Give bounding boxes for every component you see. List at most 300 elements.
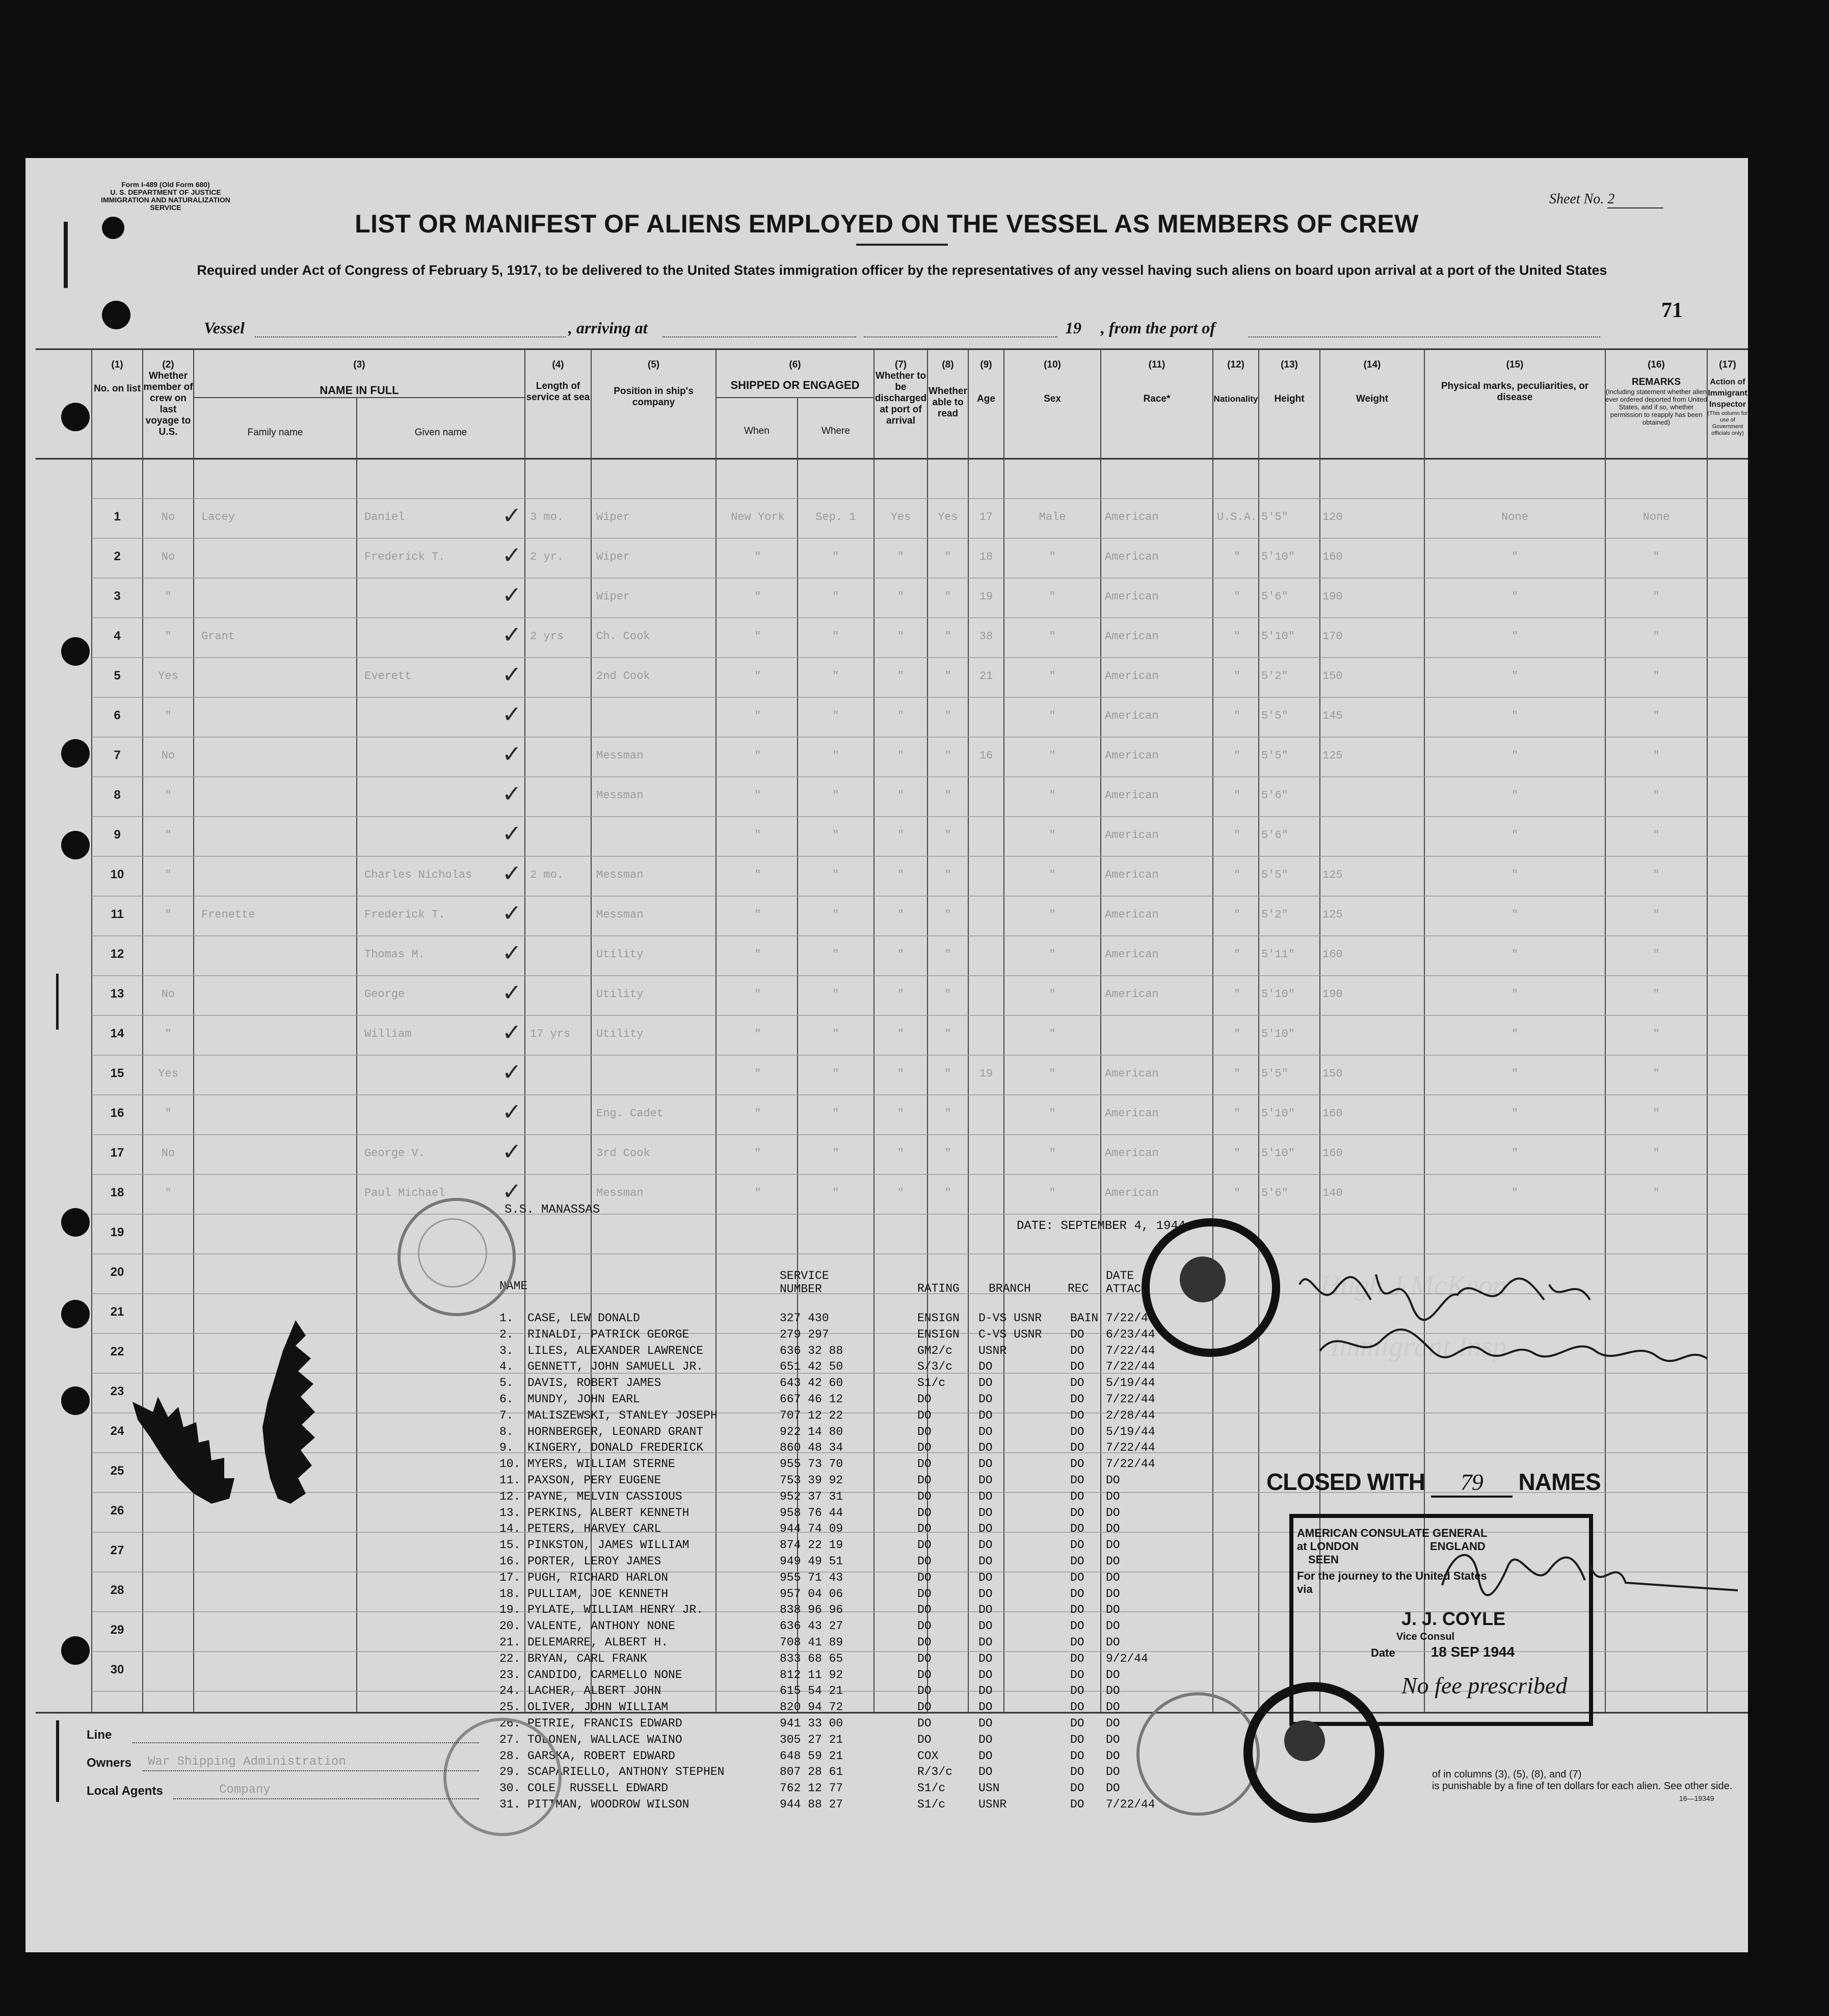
row-where: " bbox=[832, 710, 839, 722]
col-header-2: (2) Whether member of crew on last voyage to U.S. bbox=[143, 359, 193, 437]
crew-rec: DO bbox=[1070, 1506, 1084, 1520]
footer-agents-label: Local Agents bbox=[87, 1784, 163, 1798]
col-header-given: Given name bbox=[414, 427, 467, 438]
row-crew: No bbox=[161, 551, 175, 563]
crew-svc: 651 42 50 bbox=[780, 1360, 843, 1374]
crew-svc: 636 43 27 bbox=[780, 1619, 843, 1633]
row-nat: " bbox=[1233, 789, 1241, 802]
row-given: Frederick T. bbox=[364, 908, 445, 921]
row-number: 26 bbox=[110, 1504, 124, 1517]
seal-stamp bbox=[1136, 1692, 1260, 1816]
row-weight: 120 bbox=[1322, 511, 1343, 523]
col-header-5: (5) Position in ship's company bbox=[614, 359, 694, 408]
checkmark-icon: ✓ bbox=[502, 541, 522, 569]
col-header-1: (1) No. on list bbox=[94, 359, 141, 394]
crew-svc: 305 27 21 bbox=[780, 1733, 843, 1746]
crew-branch: DO bbox=[978, 1587, 993, 1601]
crew-name: CANDIDO, CARMELLO NONE bbox=[527, 1668, 682, 1682]
closed-count: 79 bbox=[1431, 1469, 1513, 1498]
row-marks: " bbox=[1511, 630, 1519, 643]
row-race: American bbox=[1105, 710, 1159, 722]
row-read: " bbox=[944, 1067, 951, 1080]
row-crew: Yes bbox=[158, 670, 178, 683]
row-where: Sep. 1 bbox=[815, 511, 856, 523]
crew-rec: DO bbox=[1070, 1733, 1084, 1746]
crew-branch: DO bbox=[978, 1684, 993, 1698]
row-sex: " bbox=[1049, 948, 1056, 961]
row-number: 29 bbox=[110, 1623, 124, 1637]
row-family: Grant bbox=[201, 630, 235, 643]
row-number: 3 bbox=[114, 589, 121, 603]
checkmark-icon: ✓ bbox=[502, 1058, 522, 1086]
crew-rating: DO bbox=[917, 1408, 932, 1422]
row-height: 5'10" bbox=[1261, 1147, 1295, 1160]
row-given: Thomas M. bbox=[364, 948, 425, 961]
crew-name: KINGERY, DONALD FREDERICK bbox=[527, 1441, 704, 1455]
crew-branch: DO bbox=[978, 1506, 993, 1520]
row-remarks: " bbox=[1653, 869, 1660, 881]
crew-n: 29. bbox=[499, 1765, 521, 1779]
row-nat: U.S.A. bbox=[1216, 511, 1258, 523]
crew-name: MYERS, WILLIAM STERNE bbox=[527, 1457, 675, 1471]
row-number: 18 bbox=[110, 1186, 124, 1199]
row-sex: " bbox=[1049, 1187, 1056, 1199]
row-when: " bbox=[754, 1028, 761, 1040]
form-identifier: Form I-489 (Old Form 680) U. S. DEPARTMENT OF JUSTICE IMMIGRATION AND NATURALIZATION SERVICE bbox=[101, 180, 230, 212]
row-height: 5'6" bbox=[1261, 789, 1288, 802]
col-header-3: (3) NAME IN FULL bbox=[320, 359, 399, 397]
row-race: American bbox=[1105, 630, 1159, 643]
crew-branch: D-VS USNR bbox=[978, 1312, 1042, 1325]
signature-title: Immigrant Insp bbox=[1330, 1331, 1507, 1363]
crew-name: CASE, LEW DONALD bbox=[527, 1312, 640, 1325]
row-marks: " bbox=[1511, 710, 1519, 722]
row-weight: 190 bbox=[1322, 590, 1343, 603]
crew-n: 14. bbox=[499, 1522, 521, 1536]
row-sex: Male bbox=[1039, 511, 1066, 523]
row-when: " bbox=[754, 1067, 761, 1080]
form-subtitle: Required under Act of Congress of February 5, 1917, to be delivered to the United States immigration officer by the representatives of any vessel having such aliens on board upon arrival at a port of the United States bbox=[197, 263, 1607, 278]
crew-date: 5/19/44 bbox=[1106, 1376, 1155, 1390]
row-marks: " bbox=[1511, 1067, 1519, 1080]
checkmark-icon: ✓ bbox=[502, 700, 522, 728]
crew-rating: DO bbox=[917, 1733, 932, 1746]
row-crew: " bbox=[165, 789, 172, 802]
row-marks: " bbox=[1511, 590, 1519, 603]
insert-header-service: SERVICE NUMBER bbox=[780, 1269, 829, 1296]
crew-rating: DO bbox=[917, 1700, 932, 1714]
crew-name: LACHER, ALBERT JOHN bbox=[527, 1684, 661, 1698]
crew-name: COLE, RUSSELL EDWARD bbox=[527, 1782, 669, 1795]
row-read: " bbox=[944, 1028, 951, 1040]
crew-svc: 327 430 bbox=[780, 1312, 829, 1325]
row-where: " bbox=[832, 869, 839, 881]
crew-name: PERKINS, ALBERT KENNETH bbox=[527, 1506, 690, 1520]
row-height: 5'5" bbox=[1261, 1067, 1288, 1080]
row-disch: " bbox=[897, 869, 905, 881]
row-given: Everett bbox=[364, 670, 412, 683]
row-crew: " bbox=[165, 1028, 172, 1040]
row-weight: 170 bbox=[1322, 630, 1343, 643]
crew-svc: 955 73 70 bbox=[780, 1457, 843, 1471]
crew-n: 13. bbox=[499, 1506, 521, 1520]
row-remarks: " bbox=[1653, 630, 1660, 643]
crew-branch: DO bbox=[978, 1668, 993, 1682]
sheet-number: 2 bbox=[1607, 191, 1663, 208]
crew-name: MALISZEWSKI, STANLEY JOSEPH bbox=[527, 1408, 718, 1422]
row-number: 30 bbox=[110, 1663, 124, 1677]
row-number: 19 bbox=[110, 1225, 124, 1239]
crew-name: SCAPARIELLO, ANTHONY STEPHEN bbox=[527, 1765, 725, 1779]
row-marks: " bbox=[1511, 829, 1519, 842]
row-remarks: " bbox=[1653, 1107, 1660, 1120]
row-nat: " bbox=[1233, 749, 1241, 762]
row-sex: " bbox=[1049, 551, 1056, 563]
col-header-15: (15) Physical marks, peculiarities, or disease bbox=[1441, 359, 1589, 403]
row-service: 2 yr. bbox=[530, 551, 564, 563]
crew-rating: S1/c bbox=[917, 1782, 946, 1795]
row-read: " bbox=[944, 789, 951, 802]
row-number: 6 bbox=[114, 709, 121, 722]
row-given: Charles Nicholas bbox=[364, 869, 472, 881]
footer-agents-field bbox=[173, 1798, 479, 1799]
row-number: 5 bbox=[114, 669, 121, 683]
crew-branch: USN bbox=[978, 1782, 1000, 1795]
crew-rec: DO bbox=[1070, 1619, 1084, 1633]
row-read: " bbox=[944, 710, 951, 722]
row-read: " bbox=[944, 551, 951, 563]
checkmark-icon: ✓ bbox=[502, 661, 522, 688]
crew-rec: DO bbox=[1070, 1636, 1084, 1649]
crew-rating: DO bbox=[917, 1538, 932, 1552]
crew-rating: DO bbox=[917, 1603, 932, 1617]
row-remarks: " bbox=[1653, 710, 1660, 722]
crew-date: DO bbox=[1106, 1765, 1120, 1779]
crew-svc: 279 297 bbox=[780, 1327, 829, 1341]
from-port-label: , from the port of bbox=[1101, 319, 1215, 337]
crew-name: GARSKA, ROBERT EDWARD bbox=[527, 1749, 675, 1763]
crew-rec: DO bbox=[1070, 1441, 1084, 1455]
closed-stamp: CLOSED WITH 79 NAMES bbox=[1266, 1468, 1601, 1498]
crew-n: 5. bbox=[499, 1376, 514, 1390]
row-number: 14 bbox=[110, 1027, 124, 1040]
row-crew: " bbox=[165, 710, 172, 722]
crew-rating: DO bbox=[917, 1393, 932, 1406]
crew-rec: DO bbox=[1070, 1798, 1084, 1811]
row-sex: " bbox=[1049, 1107, 1056, 1120]
crew-name: PAYNE, MELVIN CASSIOUS bbox=[527, 1489, 682, 1503]
crew-n: 9. bbox=[499, 1441, 514, 1455]
row-disch: " bbox=[897, 670, 905, 683]
row-read: " bbox=[944, 590, 951, 603]
col-header-12: (12) Nationality bbox=[1213, 359, 1258, 404]
crew-svc: 636 32 88 bbox=[780, 1344, 843, 1357]
row-number: 10 bbox=[110, 868, 124, 881]
seal-stamp-inner bbox=[418, 1218, 487, 1288]
crew-svc: 833 68 65 bbox=[780, 1652, 843, 1665]
crew-branch: DO bbox=[978, 1489, 993, 1503]
crew-rec: DO bbox=[1070, 1700, 1084, 1714]
crew-branch: DO bbox=[978, 1376, 993, 1390]
row-number: 27 bbox=[110, 1543, 124, 1557]
row-sex: " bbox=[1049, 749, 1056, 762]
crew-branch: DO bbox=[978, 1555, 993, 1568]
footer-line-field bbox=[132, 1742, 479, 1743]
crew-svc: 648 59 21 bbox=[780, 1749, 843, 1763]
crew-name: DELEMARRE, ALBERT H. bbox=[527, 1636, 669, 1649]
row-number: 28 bbox=[110, 1583, 124, 1597]
crew-date: DO bbox=[1106, 1587, 1120, 1601]
row-height: 5'5" bbox=[1261, 511, 1288, 523]
crew-rec: DO bbox=[1070, 1749, 1084, 1763]
row-service: 17 yrs bbox=[530, 1028, 571, 1040]
crew-rating: DO bbox=[917, 1441, 932, 1455]
row-remarks: None bbox=[1642, 511, 1670, 523]
row-weight: 150 bbox=[1322, 670, 1343, 683]
row-when: " bbox=[754, 988, 761, 1001]
sheet-number-label: Sheet No. 2 bbox=[1549, 191, 1663, 208]
row-when: New York bbox=[731, 511, 785, 523]
crew-rec: DO bbox=[1070, 1603, 1084, 1617]
crew-rec: DO bbox=[1070, 1522, 1084, 1536]
row-marks: " bbox=[1511, 1187, 1519, 1199]
row-remarks: " bbox=[1653, 1028, 1660, 1040]
row-when: " bbox=[754, 869, 761, 881]
crew-svc: 952 37 31 bbox=[780, 1489, 843, 1503]
crew-name: BRYAN, CARL FRANK bbox=[527, 1652, 647, 1665]
crew-name: PETRIE, FRANCIS EDWARD bbox=[527, 1717, 682, 1730]
crew-rating: DO bbox=[917, 1489, 932, 1503]
seal-stamp bbox=[443, 1718, 562, 1836]
crew-svc: 944 88 27 bbox=[780, 1798, 843, 1811]
crew-branch: USNR bbox=[978, 1798, 1007, 1811]
row-given: Paul Michael bbox=[364, 1187, 445, 1199]
crew-svc: 949 49 51 bbox=[780, 1555, 843, 1568]
crew-svc: 922 14 80 bbox=[780, 1425, 843, 1438]
form-title: LIST OR MANIFEST OF ALIENS EMPLOYED ON THE VESSEL AS MEMBERS OF CREW bbox=[355, 210, 1419, 238]
row-where: " bbox=[832, 630, 839, 643]
row-marks: " bbox=[1511, 551, 1519, 563]
row-number: 1 bbox=[114, 510, 121, 523]
insert-header-name: NAME bbox=[499, 1279, 528, 1293]
crew-branch: DO bbox=[978, 1765, 993, 1779]
row-read: " bbox=[944, 988, 951, 1001]
crew-rating: S/3/c bbox=[917, 1360, 953, 1374]
crew-svc: 957 04 06 bbox=[780, 1587, 843, 1601]
checkmark-icon: ✓ bbox=[502, 979, 522, 1006]
crew-svc: 807 28 61 bbox=[780, 1765, 843, 1779]
crew-name: VALENTE, ANTHONY NONE bbox=[527, 1619, 675, 1633]
row-where: " bbox=[832, 1028, 839, 1040]
crew-rec: DO bbox=[1070, 1570, 1084, 1584]
col-header-9: (9) Age bbox=[977, 359, 995, 404]
checkmark-icon: ✓ bbox=[502, 502, 522, 529]
crew-svc: 753 39 92 bbox=[780, 1474, 843, 1487]
crew-rating: COX bbox=[917, 1749, 939, 1763]
crew-rec: DO bbox=[1070, 1538, 1084, 1552]
row-race: American bbox=[1105, 551, 1159, 563]
crew-name: TOLONEN, WALLACE WAINO bbox=[527, 1733, 682, 1746]
row-nat: " bbox=[1233, 1067, 1241, 1080]
row-position: 3rd Cook bbox=[596, 1147, 650, 1160]
row-disch: " bbox=[897, 1147, 905, 1160]
vessel-label: Vessel bbox=[204, 319, 245, 337]
row-when: " bbox=[754, 630, 761, 643]
row-sex: " bbox=[1049, 630, 1056, 643]
crew-branch: DO bbox=[978, 1522, 993, 1536]
row-nat: " bbox=[1233, 1147, 1241, 1160]
manifest-sheet bbox=[25, 158, 1748, 1952]
row-service: 3 mo. bbox=[530, 511, 564, 523]
consulate-text: AMERICAN CONSULATE GENERAL at LONDON ENGLAND SEEN For the journey to the United States via bbox=[1297, 1527, 1488, 1595]
crew-name: RINALDI, PATRICK GEORGE bbox=[527, 1327, 690, 1341]
col-header-6: (6) SHIPPED OR ENGAGED bbox=[730, 359, 860, 391]
row-nat: " bbox=[1233, 551, 1241, 563]
crew-rec: DO bbox=[1070, 1360, 1084, 1374]
row-weight: 150 bbox=[1322, 1067, 1343, 1080]
year-label: 19 bbox=[1065, 319, 1081, 337]
row-number: 13 bbox=[110, 987, 124, 1001]
row-marks: " bbox=[1511, 1147, 1519, 1160]
crew-name: PETERS, HARVEY CARL bbox=[527, 1522, 661, 1536]
crew-svc: 615 54 21 bbox=[780, 1684, 843, 1698]
crew-rating: DO bbox=[917, 1668, 932, 1682]
col-header-where: Where bbox=[821, 426, 850, 436]
crew-n: 17. bbox=[499, 1570, 521, 1584]
crew-date: DO bbox=[1106, 1506, 1120, 1520]
crew-svc: 762 12 77 bbox=[780, 1782, 843, 1795]
row-when: " bbox=[754, 1147, 761, 1160]
crew-branch: DO bbox=[978, 1700, 993, 1714]
checkmark-icon: ✓ bbox=[502, 581, 522, 609]
col-header-16: (16) REMARKS (Including statement whether alien ever ordered deported from United States, and if so, whether permission to reapply has been obtained) bbox=[1605, 359, 1707, 426]
row-race: American bbox=[1105, 590, 1159, 603]
row-race: American bbox=[1105, 1187, 1159, 1199]
row-service: 2 yrs bbox=[530, 630, 564, 643]
page-number: 71 bbox=[1661, 299, 1683, 322]
row-crew: No bbox=[161, 749, 175, 762]
crew-rec: DO bbox=[1070, 1344, 1084, 1357]
row-marks: " bbox=[1511, 1028, 1519, 1040]
row-crew: No bbox=[161, 988, 175, 1001]
crew-branch: DO bbox=[978, 1733, 993, 1746]
crew-svc: 838 96 96 bbox=[780, 1603, 843, 1617]
row-read: " bbox=[944, 948, 951, 961]
row-disch: " bbox=[897, 1067, 905, 1080]
checkmark-icon: ✓ bbox=[502, 1138, 522, 1165]
crew-n: 22. bbox=[499, 1652, 521, 1665]
insert-ship-name: S.S. MANASSAS bbox=[505, 1203, 600, 1217]
crew-rec: DO bbox=[1070, 1668, 1084, 1682]
crew-rec: DO bbox=[1070, 1489, 1084, 1503]
row-sex: " bbox=[1049, 869, 1056, 881]
crew-branch: DO bbox=[978, 1603, 993, 1617]
crew-rec: DO bbox=[1070, 1474, 1084, 1487]
row-disch: " bbox=[897, 749, 905, 762]
crew-n: 4. bbox=[499, 1360, 514, 1374]
row-when: " bbox=[754, 670, 761, 683]
crew-svc: 708 41 89 bbox=[780, 1636, 843, 1649]
crew-branch: DO bbox=[978, 1425, 993, 1438]
row-remarks: " bbox=[1653, 829, 1660, 842]
crew-n: 2. bbox=[499, 1327, 514, 1341]
checkmark-icon: ✓ bbox=[502, 899, 522, 927]
row-disch: " bbox=[897, 789, 905, 802]
insert-header-rating: RATING bbox=[917, 1282, 960, 1295]
row-number: 22 bbox=[110, 1345, 124, 1358]
row-weight: 140 bbox=[1322, 1187, 1343, 1199]
crew-date: DO bbox=[1106, 1700, 1120, 1714]
crew-n: 24. bbox=[499, 1684, 521, 1698]
crew-rec: DO bbox=[1070, 1425, 1084, 1438]
crew-date: DO bbox=[1106, 1684, 1120, 1698]
row-sex: " bbox=[1049, 590, 1056, 603]
row-crew: " bbox=[165, 590, 172, 603]
crew-date: DO bbox=[1106, 1489, 1120, 1503]
row-crew: " bbox=[165, 908, 172, 921]
row-position: Messman bbox=[596, 789, 644, 802]
row-age: 17 bbox=[979, 511, 993, 523]
crew-n: 16. bbox=[499, 1555, 521, 1568]
row-age: 19 bbox=[979, 590, 993, 603]
crew-date: 7/22/44 bbox=[1106, 1360, 1155, 1374]
seal-emblem bbox=[1180, 1256, 1226, 1302]
crew-svc: 667 46 12 bbox=[780, 1393, 843, 1406]
row-where: " bbox=[832, 988, 839, 1001]
crew-date: DO bbox=[1106, 1733, 1120, 1746]
footer-owners-value: War Shipping Administration bbox=[148, 1755, 346, 1769]
row-height: 5'5" bbox=[1261, 749, 1288, 762]
row-age: 38 bbox=[979, 630, 993, 643]
row-marks: " bbox=[1511, 789, 1519, 802]
row-height: 5'2" bbox=[1261, 670, 1288, 683]
row-number: 7 bbox=[114, 748, 121, 762]
row-position: Messman bbox=[596, 869, 644, 881]
crew-name: PULLIAM, JOE KENNETH bbox=[527, 1587, 669, 1601]
row-crew: " bbox=[165, 1187, 172, 1199]
row-read: " bbox=[944, 1147, 951, 1160]
crew-rec: BAIN bbox=[1070, 1312, 1099, 1325]
crew-rating: DO bbox=[917, 1425, 932, 1438]
row-height: 5'5" bbox=[1261, 710, 1288, 722]
row-marks: " bbox=[1511, 988, 1519, 1001]
row-number: 23 bbox=[110, 1384, 124, 1398]
crew-branch: C-VS USNR bbox=[978, 1327, 1042, 1341]
row-sex: " bbox=[1049, 908, 1056, 921]
crew-rating: R/3/c bbox=[917, 1765, 953, 1779]
row-nat: " bbox=[1233, 670, 1241, 683]
crew-date: DO bbox=[1106, 1603, 1120, 1617]
crew-n: 3. bbox=[499, 1344, 514, 1357]
col-header-14: (14) Weight bbox=[1356, 359, 1388, 404]
row-where: " bbox=[832, 829, 839, 842]
row-position: Utility bbox=[596, 948, 644, 961]
crew-n: 30. bbox=[499, 1782, 521, 1795]
crew-branch: DO bbox=[978, 1570, 993, 1584]
crew-date: DO bbox=[1106, 1474, 1120, 1487]
row-position: Wiper bbox=[596, 590, 630, 603]
row-number: 20 bbox=[110, 1265, 124, 1279]
crew-date: 7/22/44 bbox=[1106, 1312, 1155, 1325]
insert-header-date: DATE ATTACH bbox=[1106, 1269, 1148, 1296]
row-weight: 145 bbox=[1322, 710, 1343, 722]
consulate-officer: J. J. COYLE bbox=[1401, 1608, 1506, 1629]
crew-name: LILES, ALEXANDER LAWRENCE bbox=[527, 1344, 704, 1357]
crew-branch: DO bbox=[978, 1474, 993, 1487]
crew-name: PYLATE, WILLIAM HENRY JR. bbox=[527, 1603, 704, 1617]
row-number: 24 bbox=[110, 1424, 124, 1438]
row-where: " bbox=[832, 789, 839, 802]
